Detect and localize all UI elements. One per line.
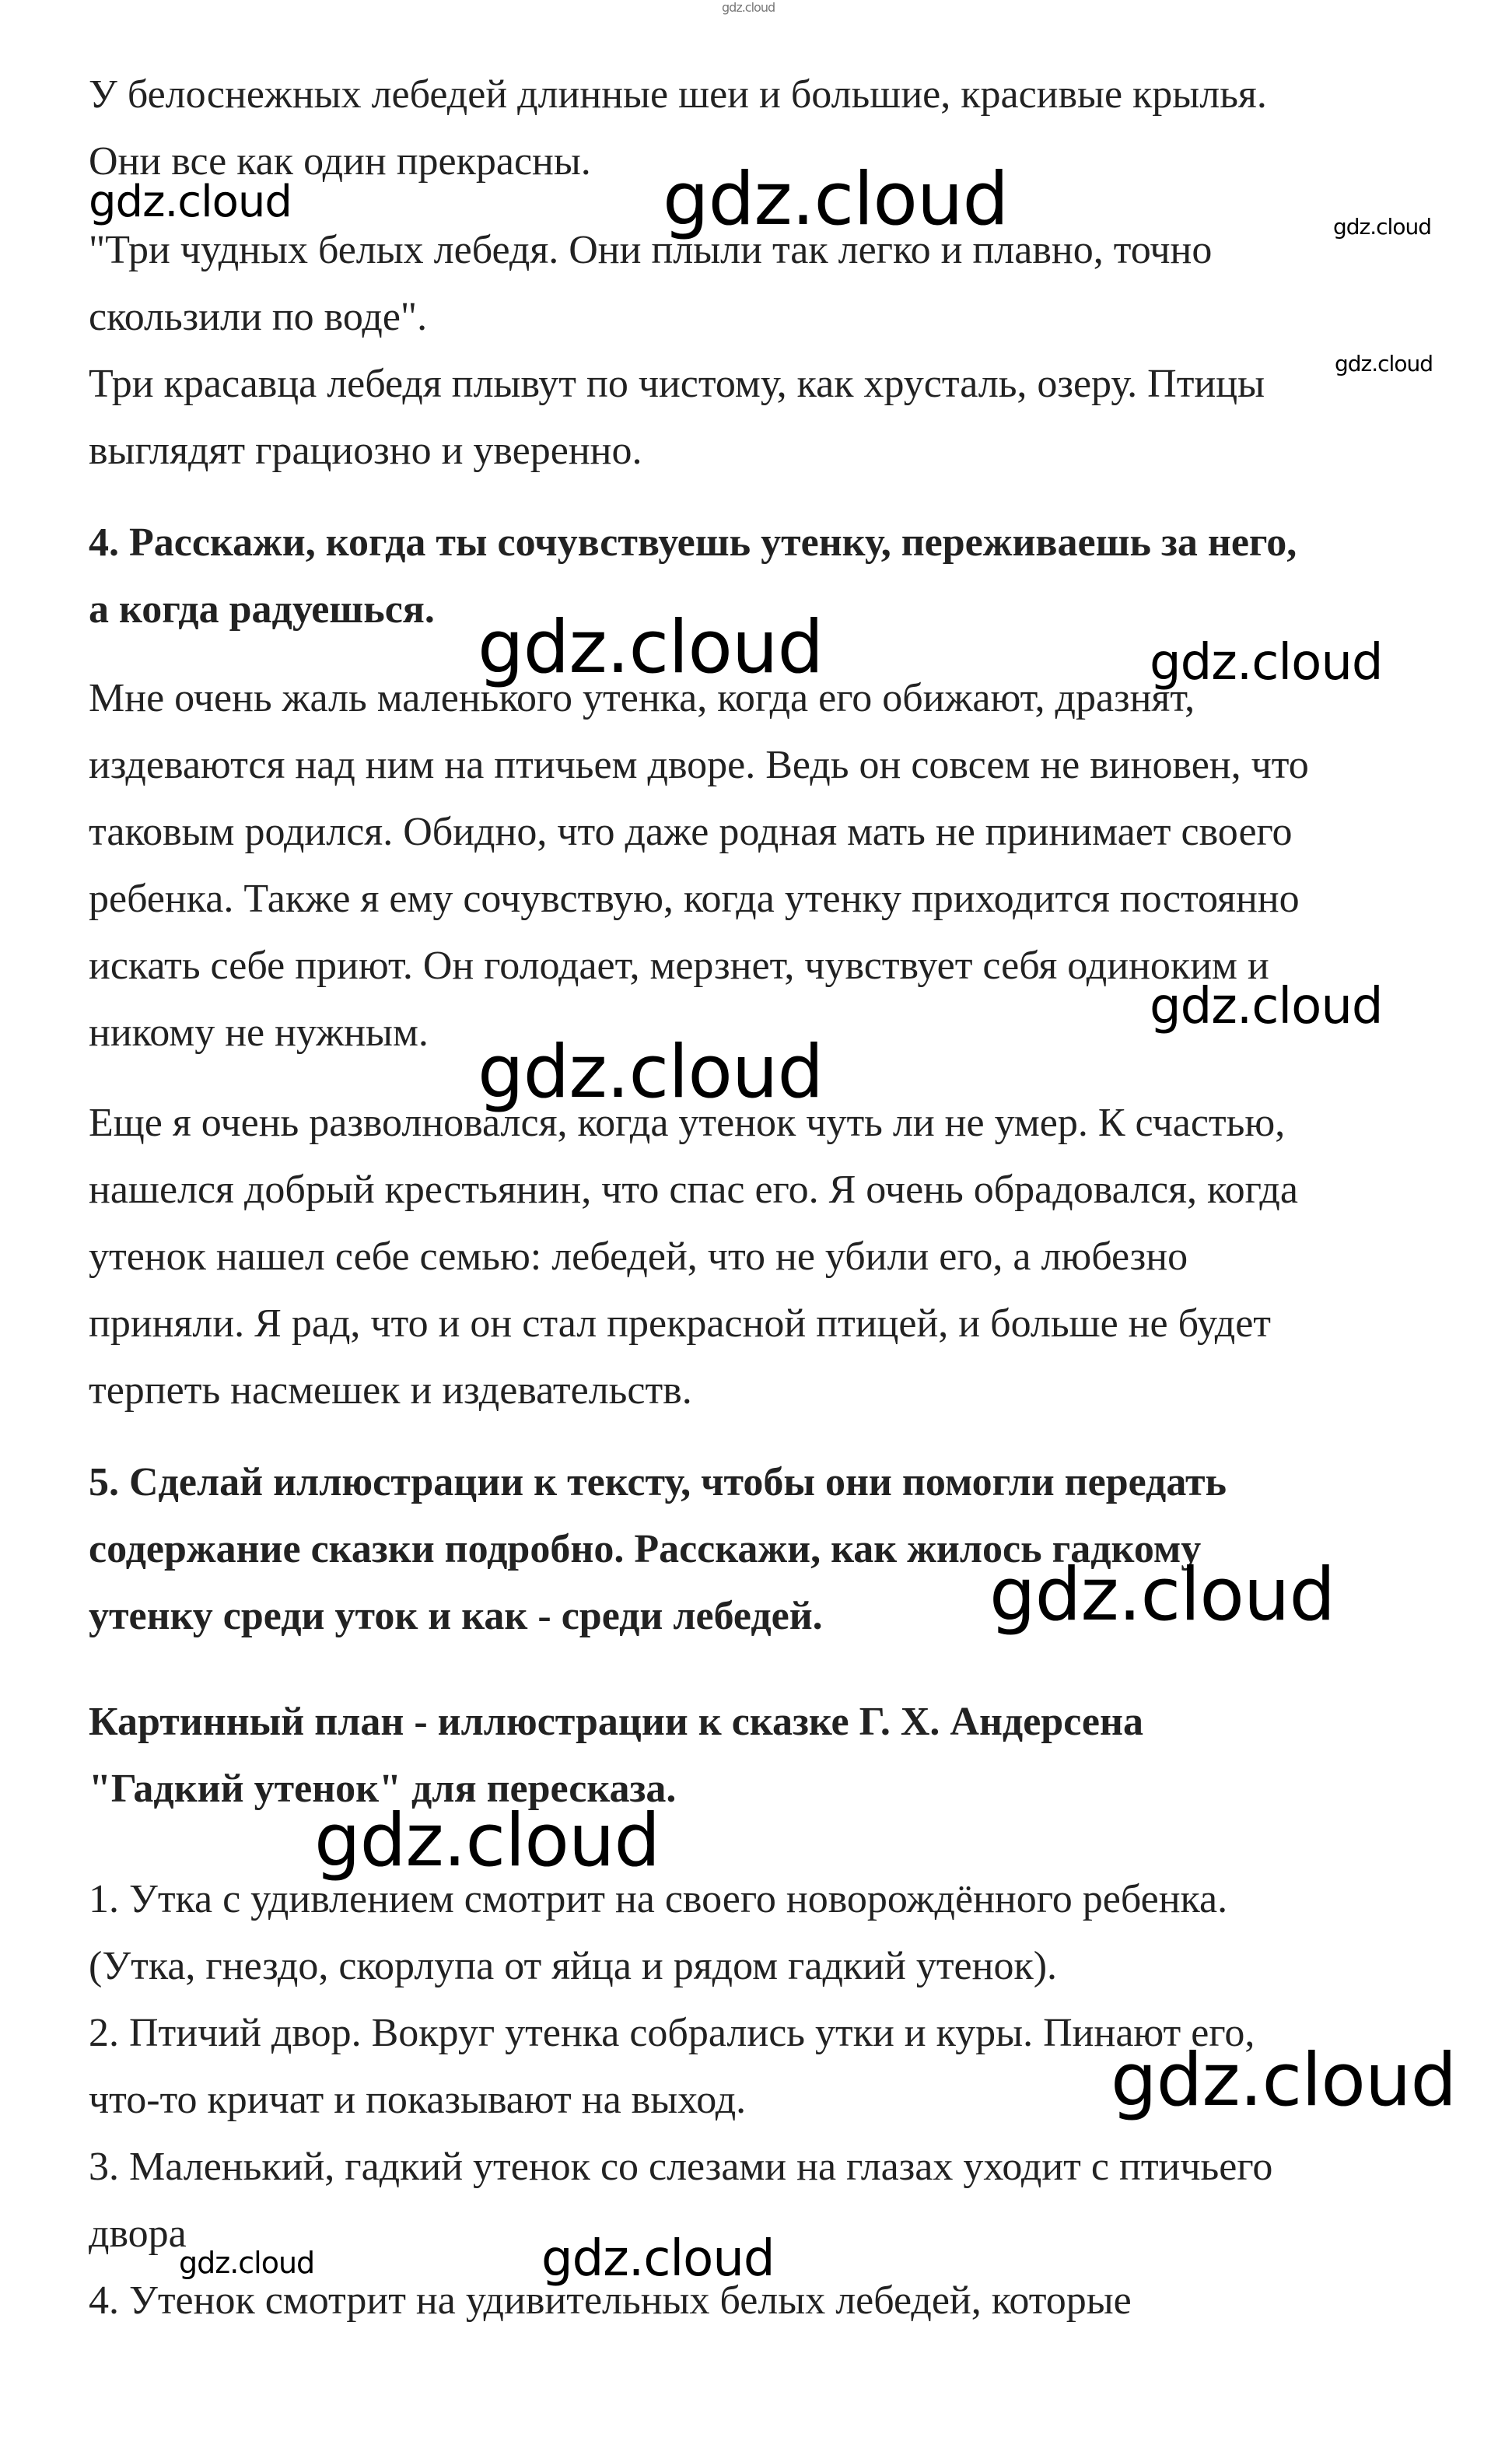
watermark-12: gdz.cloud [179, 2246, 315, 2280]
answer4a-line-1: Мне очень жаль маленького утенка, когда его обижают, дразнят, [89, 676, 1195, 720]
plan-item-line-5: 3. Маленький, гадкий утенок со слезами на глазах уходит с птичьего [89, 2145, 1273, 2189]
watermark-top: gdz.cloud [722, 0, 775, 15]
answer4b-line-1: Еще я очень разволновался, когда утенок чуть ли не умер. К счастью, [89, 1101, 1286, 1145]
watermark-2: gdz.cloud [663, 157, 1009, 242]
question4-line-1: 4. Расскажи, когда ты сочувствуешь утенку, переживаешь за него, [89, 520, 1297, 565]
paragraph1-line-2: Они все как один прекрасны. [89, 139, 591, 184]
plan-item-line-1: 1. Утка с удивлением смотрит на своего новорождённого ребенка. [89, 1877, 1228, 1921]
watermark-4: gdz.cloud [1335, 351, 1433, 376]
answer4b-line-2: нашелся добрый крестьянин, что спас его. Я очень обрадовался, когда [89, 1168, 1298, 1212]
answer4b-line-5: терпеть насмешек и издевательств. [89, 1368, 692, 1413]
plan-item-line-6: двора [89, 2212, 187, 2256]
watermark-6: gdz.cloud [1150, 634, 1383, 692]
plan-item-line-3: 2. Птичий двор. Вокруг утенка собрались утки и куры. Пинают его, [89, 2011, 1255, 2055]
answer4b-line-3: утенок нашел себе семью: лебедей, что не убили его, а любезно [89, 1235, 1188, 1279]
watermark-9: gdz.cloud [989, 1553, 1335, 1637]
watermark-10: gdz.cloud [314, 1798, 660, 1883]
watermark-3: gdz.cloud [1333, 214, 1431, 240]
paragraph3-line-1: Три красавца лебедя плывут по чистому, как хрусталь, озеру. Птицы [89, 362, 1265, 406]
answer4a-line-4: ребенка. Также я ему сочувствую, когда утенку приходится постоянно [89, 877, 1300, 921]
watermark-1: gdz.cloud [89, 177, 292, 227]
question4-line-2: а когда радуешься. [89, 587, 435, 632]
plan-heading-line-2: "Гадкий утенок" для пересказа. [89, 1767, 677, 1811]
plan-item-line-4: что-то кричат и показывают на выход. [89, 2078, 747, 2122]
paragraph1-line-1: У белоснежных лебедей длинные шеи и большие, красивые крылья. [89, 72, 1267, 117]
watermark-7: gdz.cloud [1150, 978, 1383, 1035]
plan-item-line-2: (Утка, гнездо, скорлупа от яйца и рядом гадкий утенок). [89, 1944, 1058, 1988]
paragraph3-line-2: выглядят грациозно и уверенно. [89, 429, 642, 473]
paragraph2-line-1: "Три чудных белых лебедя. Они плыли так легко и плавно, точно [89, 228, 1213, 272]
answer4b-line-4: приняли. Я рад, что и он стал прекрасной птицей, и больше не будет [89, 1301, 1272, 1346]
answer4a-line-5: искать себе приют. Он голодает, мерзнет, чувствует себя одиноким и [89, 944, 1269, 988]
answer4a-line-6: никому не нужным. [89, 1010, 429, 1055]
question5-line-2: содержание сказки подробно. Расскажи, как жилось гадкому [89, 1527, 1202, 1571]
answer4a-line-3: таковым родился. Обидно, что даже родная мать не принимает своего [89, 810, 1293, 854]
paragraph2-line-2: скользили по воде". [89, 295, 428, 339]
question5-line-1: 5. Сделай иллюстрации к тексту, чтобы они помогли передать [89, 1460, 1227, 1504]
watermark-5: gdz.cloud [478, 605, 824, 690]
watermark-13: gdz.cloud [541, 2230, 775, 2288]
question5-line-3: утенку среди уток и как - среди лебедей. [89, 1594, 823, 1638]
plan-heading-line-1: Картинный план - иллюстрации к сказке Г. Х. Андерсена [89, 1700, 1143, 1744]
plan-item-line-7: 4. Утенок смотрит на удивительных белых лебедей, которые [89, 2278, 1132, 2323]
watermark-11: gdz.cloud [1111, 2038, 1457, 2123]
answer4a-line-2: издеваются над ним на птичьем дворе. Ведь он совсем не виновен, что [89, 743, 1309, 787]
watermark-8: gdz.cloud [478, 1030, 824, 1115]
